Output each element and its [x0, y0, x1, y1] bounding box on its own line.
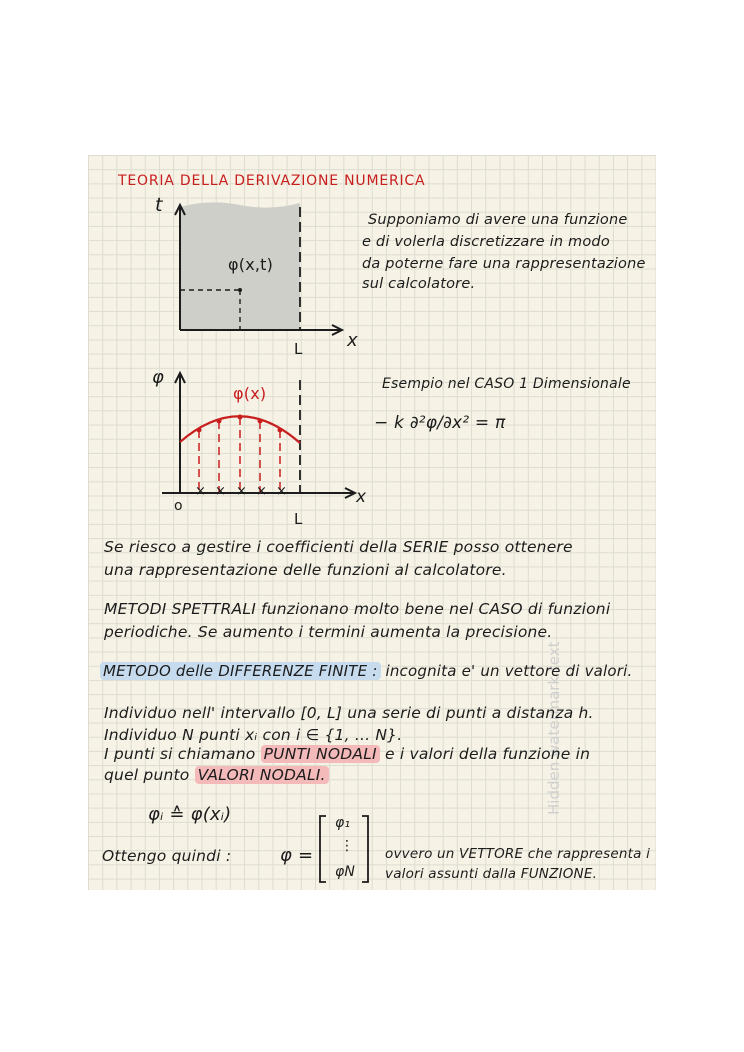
- vector-lhs: φ =: [280, 845, 314, 866]
- node-mark: ×: [215, 484, 227, 499]
- vector-note-line: ovvero un VETTORE che rappresenta i: [385, 846, 651, 862]
- phi-xt-label: φ(x,t): [228, 255, 274, 274]
- node-mark: ×: [256, 484, 268, 499]
- paragraph-line: [104, 766, 329, 784]
- paragraph-line: Individuo nell' intervallo [0, L] una serie di punti a distanza h.: [104, 704, 594, 722]
- paragraph-line: periodiche. Se aumento i termini aumenta la precisione.: [104, 623, 553, 641]
- x-axis-label: x: [347, 330, 358, 351]
- paragraph-line: [104, 745, 590, 763]
- origin-label: o: [174, 498, 183, 514]
- phi-x-label: φ(x): [233, 384, 267, 403]
- paragraph-text: quel punto: [104, 766, 190, 784]
- vector-entry: φ₁: [335, 815, 351, 831]
- paragraph-text: e i valori della funzione in: [384, 745, 591, 763]
- point-marker: [238, 288, 242, 292]
- note1-line: e di volerla discretizzare in modo: [362, 234, 610, 250]
- vector-intro: Ottengo quindi :: [102, 847, 232, 865]
- paragraph-line: Individuo N punti xᵢ con i ∈ {1, ... N}.: [104, 726, 403, 744]
- x-axis-label: x: [356, 487, 367, 507]
- node-mark: ×: [236, 484, 248, 499]
- vector-note-line: valori assunti dalla FUNZIONE.: [385, 866, 598, 882]
- note1-line: Supponiamo di avere una funzione: [368, 212, 628, 228]
- highlight-finite-differences: METODO delle DIFFERENZE FINITE :: [100, 662, 381, 680]
- definition: φᵢ ≙ φ(xᵢ): [148, 804, 232, 825]
- equation: − k ∂²φ/∂x² = π: [374, 413, 506, 433]
- L-label: L: [294, 340, 303, 358]
- vector-entry: φN: [335, 864, 356, 880]
- watermark: Hidden watermark text: [545, 641, 563, 815]
- paragraph-text: incognita e' un vettore di valori.: [385, 662, 633, 680]
- paragraph-line: una rappresentazione delle funzioni al calcolatore.: [104, 561, 507, 579]
- paragraph-text: I punti si chiamano: [104, 745, 256, 763]
- highlight-nodal-values: VALORI NODALI.: [195, 766, 329, 784]
- nodal-lines: [199, 417, 280, 493]
- t-axis-label: t: [155, 194, 163, 216]
- vector-entry: ⋮: [340, 838, 355, 854]
- paragraph-line: METODI SPETTRALI funzionano molto bene nel CASO di funzioni: [104, 600, 611, 618]
- node-mark: ×: [195, 484, 207, 499]
- paragraph-line: Se riesco a gestire i coefficienti della SERIE posso ottenere: [104, 538, 573, 556]
- figure-domain-xt: [150, 195, 365, 360]
- phi-axis-label: φ: [152, 367, 165, 388]
- L-label: L: [294, 510, 303, 528]
- note1-line: sul calcolatore.: [362, 276, 476, 292]
- highlight-nodal-points: PUNTI NODALI: [261, 745, 380, 763]
- paragraph-line: [100, 662, 633, 680]
- page-title: TEORIA DELLA DERIVAZIONE NUMERICA: [118, 173, 426, 189]
- node-mark: ×: [276, 484, 288, 499]
- note2-line: Esempio nel CASO 1 Dimensionale: [382, 376, 631, 392]
- note1-line: da poterne fare una rappresentazione: [362, 256, 646, 272]
